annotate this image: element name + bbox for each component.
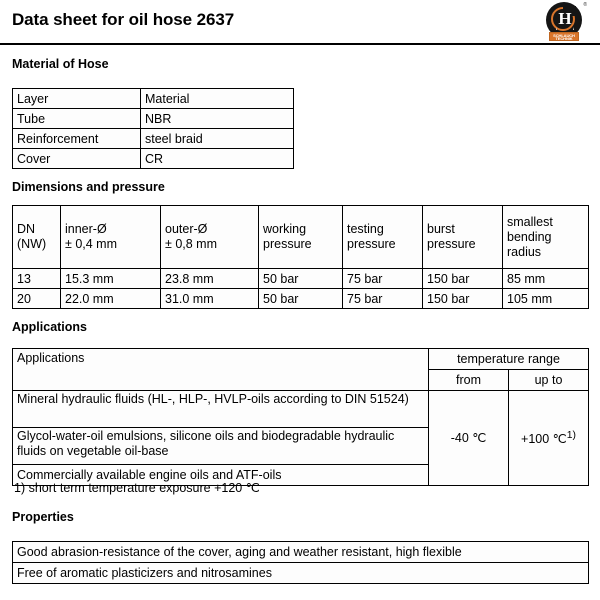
property-item: Good abrasion-resistance of the cover, aging and weather resistant, high flexible: [13, 542, 589, 563]
temperature-upto-text: +100 ℃: [521, 432, 567, 447]
table-row: [13, 269, 589, 289]
dim-cell-outer-diameter: 31.0 mm: [161, 289, 259, 309]
dim-cell-working-pressure: 50 bar: [259, 289, 343, 309]
dim-col-header-working-line2: pressure: [263, 237, 312, 251]
footnote-marker: 1): [566, 430, 576, 442]
dim-col-header-burst-line2: pressure: [427, 237, 476, 251]
table-header-row: [13, 206, 589, 269]
table-row: [13, 89, 294, 109]
temperature-upto-value: [509, 391, 589, 486]
dim-col-header-working-pressure: [259, 206, 343, 269]
page-title: Data sheet for oil hose 2637: [12, 10, 235, 29]
dim-col-header-dn-line1: DN: [17, 222, 36, 236]
temperature-range-header: temperature range: [429, 349, 589, 370]
dim-col-header-outer-line1: outer-Ø: [165, 222, 208, 236]
dim-cell-testing-pressure: 75 bar: [343, 289, 423, 309]
logo-banner-text: SCHLAUCH TECHNIK: [553, 32, 575, 41]
dim-col-header-outer-diameter: [161, 206, 259, 269]
dim-col-header-burst-line1: burst: [427, 222, 455, 236]
property-item: Free of aromatic plasticizers and nitrosamines: [13, 563, 589, 584]
dim-col-header-inner-line1: inner-Ø: [65, 222, 107, 236]
dim-col-header-testing-line2: pressure: [347, 237, 396, 251]
section-title-applications: Applications: [12, 320, 88, 334]
dim-col-header-dn: [13, 206, 61, 269]
material-table: [12, 88, 294, 169]
table-row: [13, 129, 294, 149]
applications-col-header: Applications: [13, 349, 429, 391]
dim-cell-bending-radius: 105 mm: [503, 289, 589, 309]
dim-col-header-inner-line2: ± 0,4 mm: [65, 237, 118, 251]
dim-col-header-bending-line3: radius: [507, 244, 542, 259]
logo-banner: [549, 32, 579, 41]
section-title-dimensions: Dimensions and pressure: [12, 180, 165, 194]
table-row: [13, 109, 294, 129]
temperature-from-header: from: [429, 370, 509, 391]
dim-col-header-bending-line2: bending: [507, 229, 552, 244]
properties-table: [12, 541, 589, 584]
table-row: [13, 289, 589, 309]
company-logo: [543, 2, 587, 44]
logo-monogram: H: [558, 9, 572, 28]
material-cell-material: steel braid: [141, 129, 294, 149]
material-col-header-layer: Layer: [13, 89, 141, 109]
dimensions-table: [12, 205, 589, 309]
table-row: [13, 391, 589, 428]
section-title-material: Material of Hose: [12, 57, 109, 71]
section-title-properties: Properties: [12, 510, 74, 524]
material-cell-layer: Cover: [13, 149, 141, 169]
dim-cell-inner-diameter: 22.0 mm: [61, 289, 161, 309]
dim-col-header-inner-diameter: [61, 206, 161, 269]
dim-cell-dn: 13: [13, 269, 61, 289]
dim-col-header-testing-pressure: [343, 206, 423, 269]
material-col-header-material: Material: [141, 89, 294, 109]
dim-col-header-testing-line1: testing: [347, 222, 384, 236]
table-row: [13, 149, 294, 169]
material-cell-material: NBR: [141, 109, 294, 129]
dim-col-header-dn-line2: (NW): [17, 237, 47, 251]
dim-col-header-bending-radius: [503, 206, 589, 269]
dim-col-header-working-line1: working: [263, 222, 307, 236]
applications-table: [12, 348, 589, 486]
table-row: [13, 542, 589, 563]
material-cell-material: CR: [141, 149, 294, 169]
dim-col-header-burst-pressure: [423, 206, 503, 269]
dim-cell-testing-pressure: 75 bar: [343, 269, 423, 289]
table-header-row: [13, 349, 589, 370]
dim-cell-bending-radius: 85 mm: [503, 269, 589, 289]
application-item: Mineral hydraulic fluids (HL-, HLP-, HVLP-oils according to DIN 51524): [13, 391, 429, 428]
material-cell-layer: Tube: [13, 109, 141, 129]
applications-footnote: 1) short term temperature exposure +120 ℃: [14, 481, 260, 495]
dim-cell-outer-diameter: 23.8 mm: [161, 269, 259, 289]
dim-col-header-bending-line1: smallest: [507, 214, 553, 229]
dim-cell-burst-pressure: 150 bar: [423, 289, 503, 309]
dim-cell-working-pressure: 50 bar: [259, 269, 343, 289]
material-cell-layer: Reinforcement: [13, 129, 141, 149]
temperature-from-value: -40 ℃: [429, 391, 509, 486]
dim-cell-dn: 20: [13, 289, 61, 309]
temperature-upto-header: up to: [509, 370, 589, 391]
document-header: [0, 0, 600, 45]
application-item: Glycol-water-oil emulsions, silicone oils and biodegradable hydraulic fluids on vegetable oil-base: [13, 428, 429, 465]
dim-cell-inner-diameter: 15.3 mm: [61, 269, 161, 289]
registered-trademark-icon: ®: [583, 2, 587, 8]
table-row: [13, 563, 589, 584]
application-item: Commercially available engine oils and ATF-oils: [13, 465, 429, 486]
dim-col-header-outer-line2: ± 0,8 mm: [165, 237, 218, 251]
dim-cell-burst-pressure: 150 bar: [423, 269, 503, 289]
